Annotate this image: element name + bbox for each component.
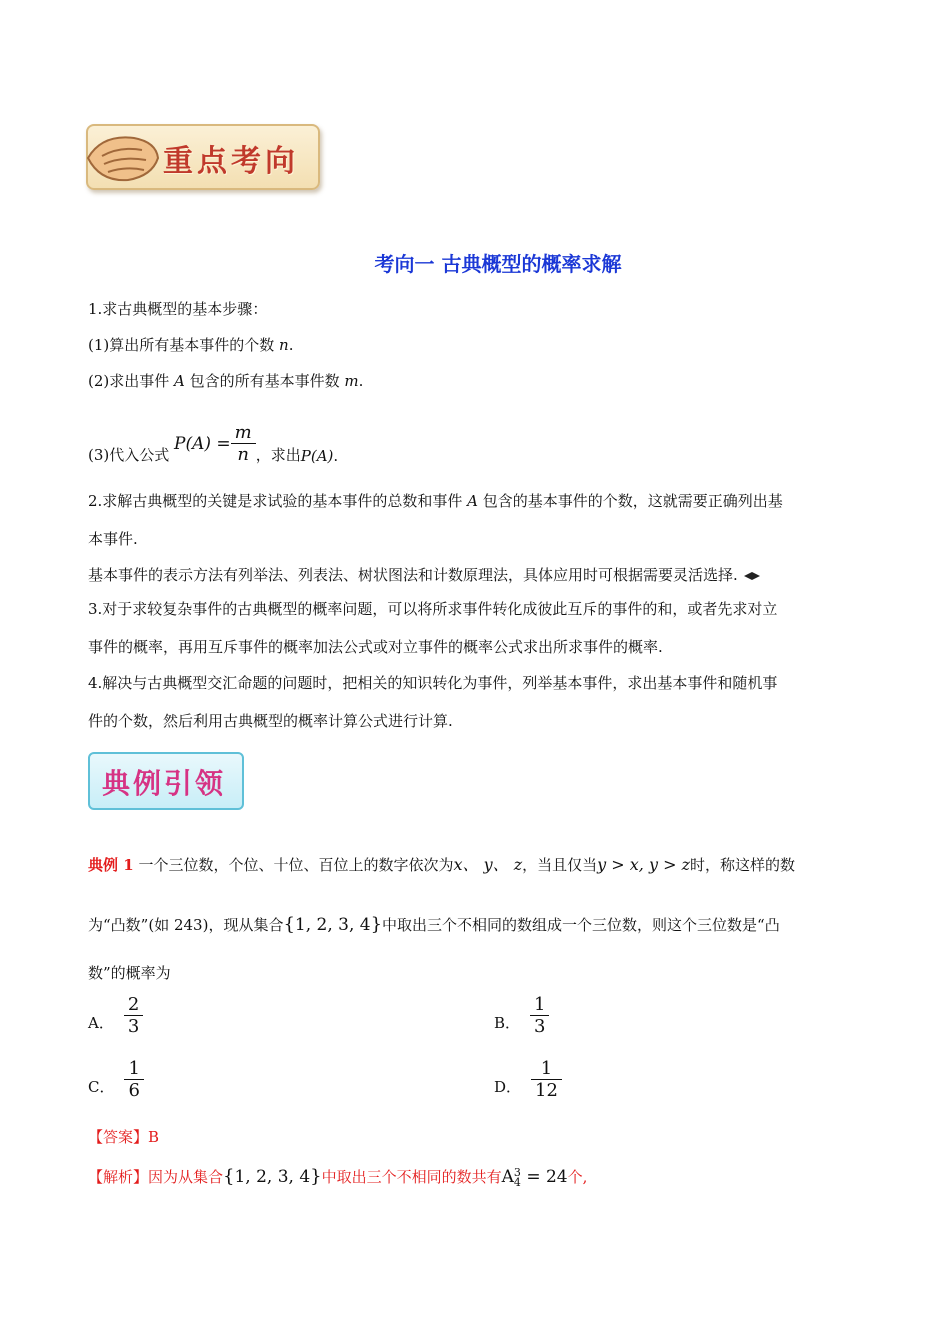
analysis-open-brace: {: [223, 1166, 235, 1187]
para-4-line-1: 4.解决与古典概型交汇命题的问题时，把相关的知识转化为事件，列举基本事件，求出基本事件和随机事: [88, 674, 778, 692]
option-b-label: B．: [494, 1014, 521, 1032]
para-2b-text: 基本事件的表示方法有列举法、列表法、树状图法和计数原理法，具体应用时可根据需要灵活选择.: [88, 566, 738, 584]
banner-examples: [88, 752, 244, 810]
banner-examples-label: 典例引领: [102, 767, 227, 800]
step-1-end: .: [288, 336, 294, 354]
banner-key-points: [86, 124, 320, 190]
step-1-var: n: [279, 336, 289, 354]
formula-fraction: [231, 422, 256, 465]
para-3-line-2: 事件的概率，再用互斥事件的概率加法公式或对立事件的概率公式求出所求事件的概率.: [88, 638, 663, 656]
step-2-mid: 包含的所有基本事件数: [184, 372, 345, 390]
step-2: [88, 370, 363, 391]
option-c-denominator: 6: [124, 1079, 143, 1101]
permutation-sub: 4: [513, 1175, 521, 1189]
analysis-text-1: 因为从集合: [148, 1168, 224, 1186]
permutation-sup: 3: [513, 1165, 521, 1179]
section-title: 考向一 古典概型的概率求解: [374, 252, 622, 276]
step-1-text: (1)算出所有基本事件的个数: [88, 336, 280, 354]
example-1-vars: x、 y、 z: [453, 855, 523, 874]
option-d-numerator: 1: [540, 1058, 553, 1079]
example-1-text-e: 中取出三个不相同的数组成一个三位数，则这个三位数是“凸: [382, 916, 780, 934]
example-1-condition: y > x, y > z: [597, 855, 690, 874]
option-a[interactable]: [88, 994, 143, 1037]
step-2-var-a: A: [174, 372, 185, 390]
set-open-brace: {: [283, 914, 295, 935]
option-b-denominator: 3: [530, 1015, 549, 1037]
step-3-prefix: (3)代入公式: [88, 446, 170, 464]
para-2-line-1: [88, 490, 868, 511]
example-1-text-d: 为“凸数”(如 243)，现从集合: [88, 916, 284, 934]
permutation-base: A: [501, 1167, 514, 1187]
analysis-text-2: 中取出三个不相同的数共有: [321, 1168, 502, 1186]
option-c[interactable]: [88, 1058, 144, 1101]
example-1-line-2: [88, 914, 868, 935]
step-1: [88, 334, 293, 355]
step-3-suffix: ，求出: [255, 446, 301, 464]
example-1-set: 1, 2, 3, 4: [294, 915, 371, 935]
para-2-var: A: [467, 492, 478, 510]
option-a-denominator: 3: [124, 1015, 143, 1037]
step-3-end: .: [333, 447, 339, 465]
option-a-numerator: 2: [127, 994, 140, 1015]
example-1-line-3: 数”的概率为: [88, 964, 171, 982]
example-1-text-c: 时，称这样的数: [690, 856, 796, 874]
formula-denominator: n: [231, 443, 256, 465]
formula-numerator: m: [234, 422, 252, 443]
analysis-set: 1, 2, 3, 4: [234, 1167, 311, 1187]
analysis-text-3: 个,: [567, 1168, 588, 1186]
para-2-text-a: 2.求解古典概型的关键是求试验的基本事件的总数和事件: [88, 492, 468, 510]
answer-tag: 【答案】: [88, 1128, 149, 1146]
step-3-result: P(A): [300, 447, 334, 465]
option-d-label: D．: [494, 1078, 522, 1096]
para-2-text-b: 包含的基本事件的个数，这就需要正确列出基: [477, 492, 783, 510]
steps-heading: 1.求古典概型的基本步骤：: [88, 300, 268, 318]
example-1-tag: 典例 1: [88, 856, 134, 874]
example-1-line-1: [88, 852, 868, 875]
option-a-label: A．: [88, 1014, 114, 1032]
para-4-line-2: 件的个数，然后利用古典概型的概率计算公式进行计算.: [88, 712, 453, 730]
example-1-text-a: 一个三位数，个位、十位、百位上的数字依次为: [133, 856, 454, 874]
example-1-text-b: ，当且仅当: [522, 856, 598, 874]
analysis-close-brace: }: [310, 1166, 322, 1187]
step-2-text: (2)求出事件: [88, 372, 175, 390]
step-3: [88, 412, 338, 465]
step-2-end: .: [358, 372, 364, 390]
step-2-var-m: m: [344, 372, 359, 390]
option-d-fraction: [531, 1058, 562, 1101]
option-c-numerator: 1: [128, 1058, 140, 1079]
para-2-line-2: 本事件.: [88, 530, 138, 548]
option-a-fraction: [124, 994, 143, 1037]
option-d[interactable]: [494, 1058, 562, 1101]
permutation: [502, 1167, 568, 1187]
banner-key-points-label: 重点考向: [163, 144, 299, 179]
para-2b: [88, 564, 761, 585]
option-d-denominator: 12: [531, 1079, 562, 1101]
seashell-icon: [82, 128, 162, 188]
set-close-brace: }: [370, 914, 383, 935]
answer: [88, 1126, 159, 1147]
option-c-label: C．: [88, 1078, 115, 1096]
analysis-tag: 【解析】: [88, 1168, 149, 1186]
option-b-numerator: 1: [534, 994, 546, 1015]
permutation-value: = 24: [526, 1167, 568, 1187]
option-b-fraction: [530, 994, 549, 1037]
option-b[interactable]: [494, 994, 549, 1037]
formula-lhs: P(A) =: [174, 433, 231, 454]
answer-value: B: [148, 1128, 160, 1146]
analysis: [88, 1166, 868, 1188]
option-c-fraction: [124, 1058, 143, 1101]
pointer-icon: [743, 570, 761, 582]
para-3-line-1: 3.对于求较复杂事件的古典概型的概率问题，可以将所求事件转化成彼此互斥的事件的和，或者先求对立: [88, 600, 778, 618]
